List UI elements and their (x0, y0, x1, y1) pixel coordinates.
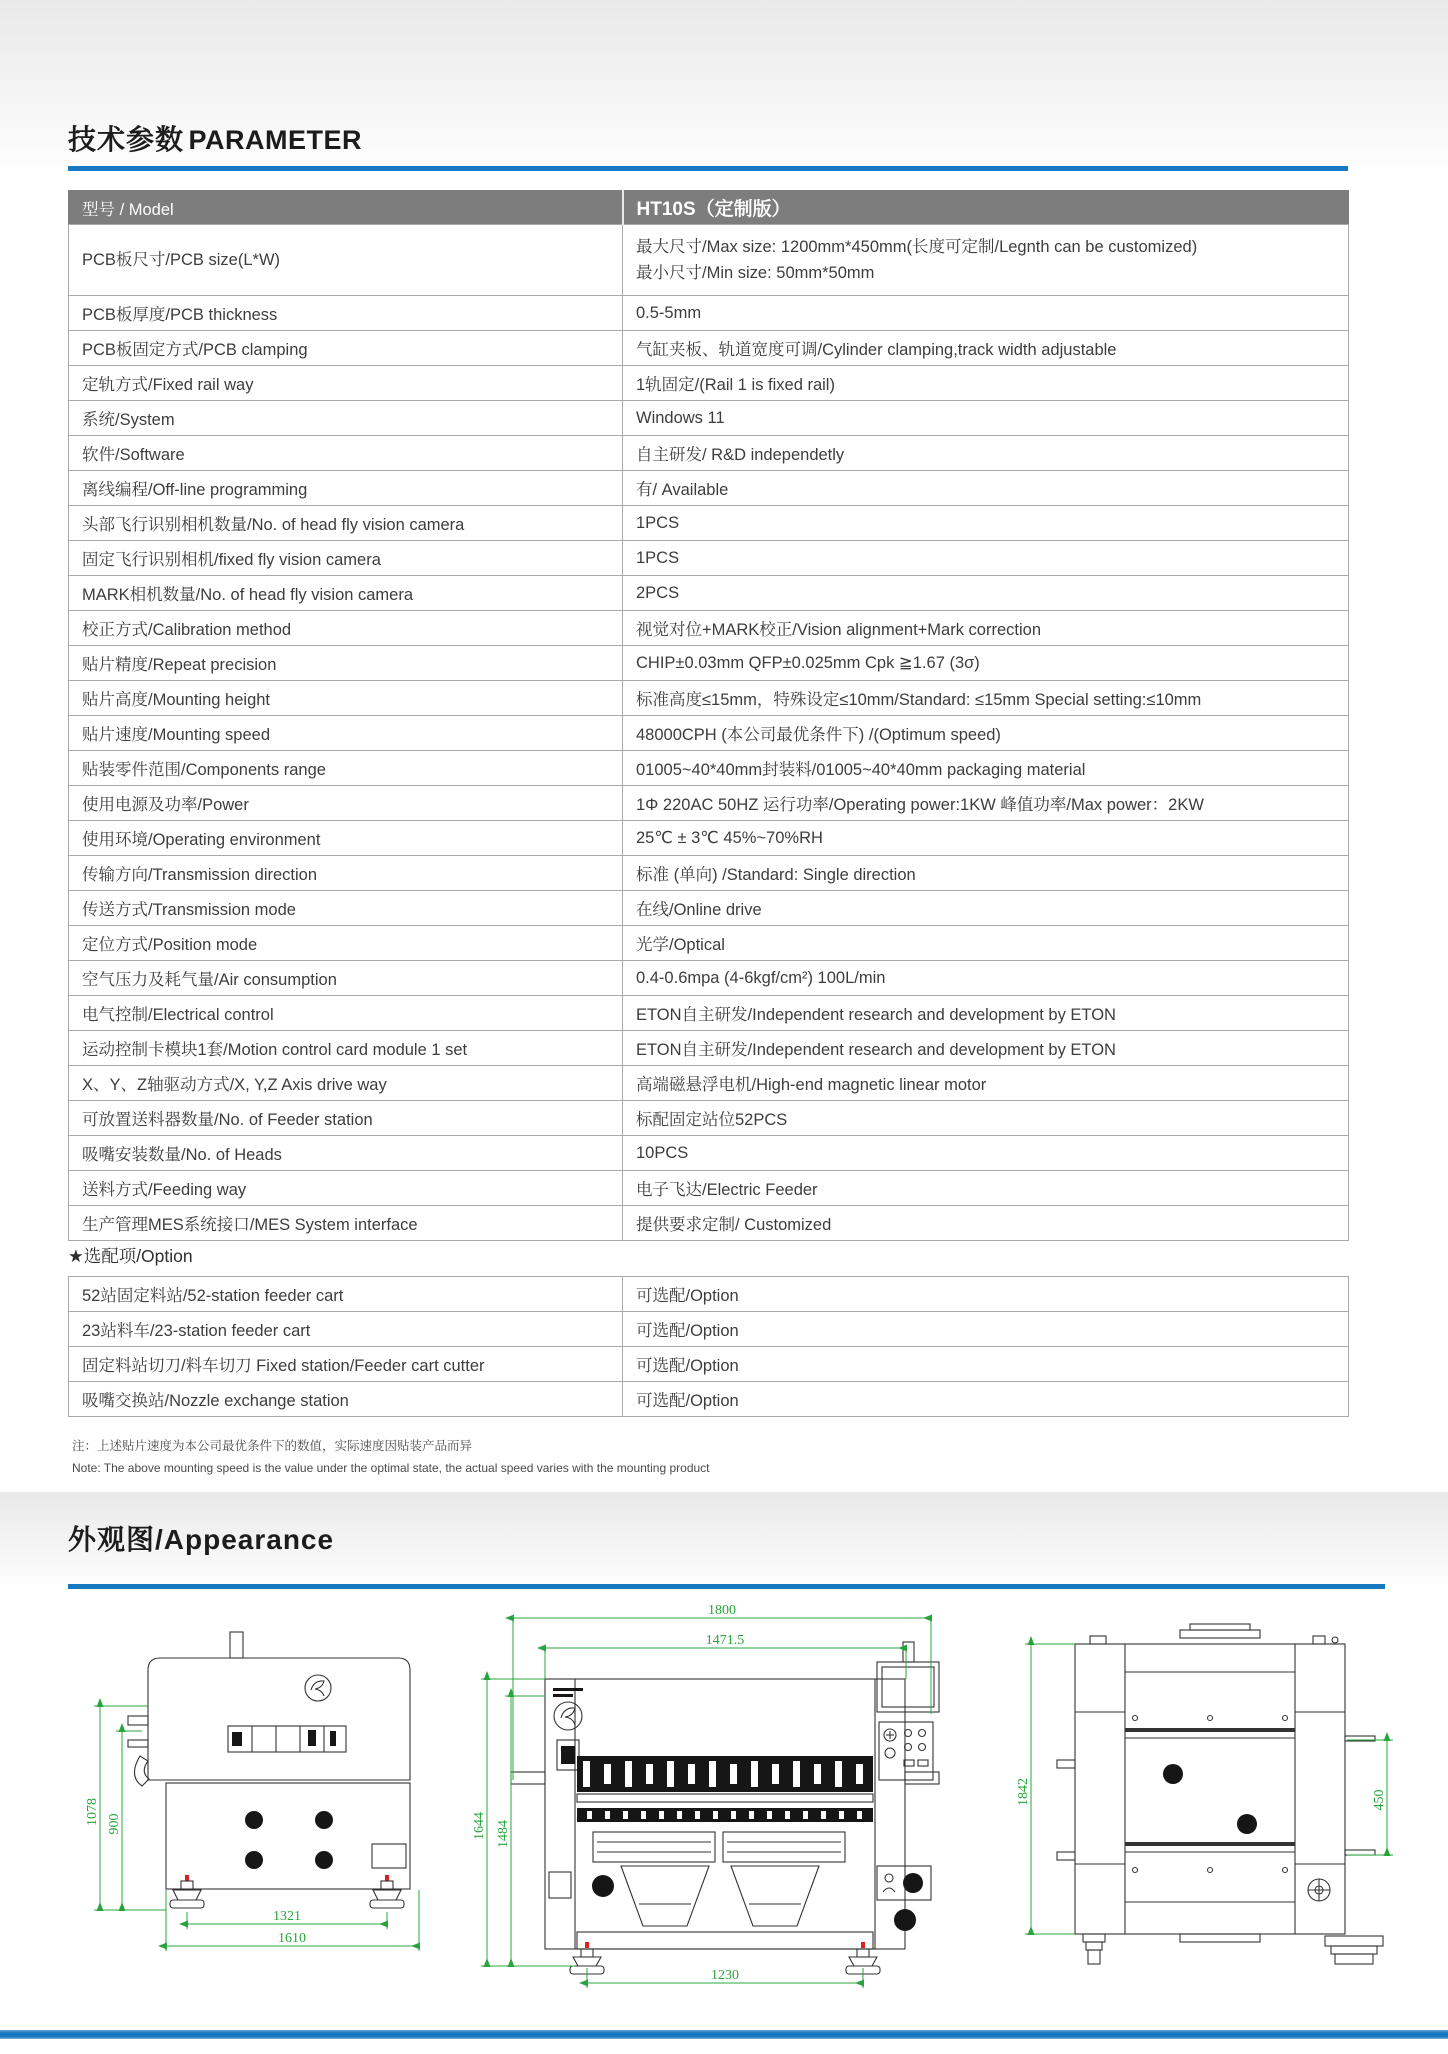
table-row (69, 576, 1349, 611)
spec-label-cell: PCB板尺寸/PCB size(L*W) (69, 225, 623, 296)
table-row (69, 1171, 1349, 1206)
spec-label-cell: 贴装零件范围/Components range (69, 751, 623, 786)
spec-value-cell: 1Φ 220AC 50HZ 运行功率/Operating power:1KW 峰值功率/Max power：2KW (623, 786, 1349, 821)
dimension-lines (1016, 1644, 1393, 1934)
table-row (69, 1347, 1349, 1382)
spec-label-cell: 送料方式/Feeding way (69, 1171, 623, 1206)
table-row (69, 401, 1349, 436)
spec-label-cell: 运动控制卡模块1套/Motion control card module 1 set (69, 1031, 623, 1066)
fan-vent (1308, 1879, 1330, 1901)
spec-label-cell: 空气压力及耗气量/Air consumption (69, 961, 623, 996)
footnotes (72, 1436, 710, 1475)
left-icon-panel (549, 1872, 571, 1898)
spec-value-cell: Windows 11 (623, 401, 1349, 436)
top-cable-tray (1180, 1630, 1260, 1638)
roller-window-right (723, 1832, 845, 1862)
spec-label-cell: 贴片速度/Mounting speed (69, 716, 623, 751)
monitor (877, 1662, 939, 1712)
spec-label-cell: 传输方向/Transmission direction (69, 856, 623, 891)
spec-value-cell: 有/ Available (623, 471, 1349, 506)
spec-label-cell: PCB板固定方式/PCB clamping (69, 331, 623, 366)
spec-value-cell: 0.4-0.6mpa (4-6kgf/cm²) 100L/min (623, 961, 1349, 996)
machine-foot (170, 1875, 204, 1908)
feeder-slot-rail (577, 1808, 873, 1822)
spec-value-cell: 电子飞达/Electric Feeder (623, 1171, 1349, 1206)
model-label-header: 型号 / Model (69, 191, 623, 225)
dim-feet-span: 1230 (711, 1968, 739, 1983)
spec-label-cell: 定位方式/Position mode (69, 926, 623, 961)
footnote-en: Note: The above mounting speed is the value under the optimal state, the actual speed varies with the mounting product (72, 1461, 710, 1475)
spec-value-cell: 1PCS (623, 541, 1349, 576)
spec-label-cell: PCB板厚度/PCB thickness (69, 296, 623, 331)
spec-value-cell: 可选配/Option (623, 1312, 1349, 1347)
spec-label-cell: 头部飞行识别相机数量/No. of head fly vision camera (69, 506, 623, 541)
spec-label-cell: 使用环境/Operating environment (69, 821, 623, 856)
table-row (69, 681, 1349, 716)
spec-label-cell: MARK相机数量/No. of head fly vision camera (69, 576, 623, 611)
dim-feet-span: 1321 (273, 1909, 301, 1924)
machine-top-view-drawing (995, 1612, 1415, 1997)
machine-foot (370, 1875, 404, 1908)
conveyor-window (228, 1726, 346, 1752)
dim-width-total: 1800 (708, 1604, 736, 1618)
spec-value-cell: 光学/Optical (623, 926, 1349, 961)
spec-label-cell: X、Y、Z轴驱动方式/X, Y,Z Axis drive way (69, 1066, 623, 1101)
spec-value-cell: 高端磁悬浮电机/High-end magnetic linear motor (623, 1066, 1349, 1101)
dim-height-total: 1644 (472, 1812, 487, 1840)
power-button (903, 1873, 923, 1893)
table-row (69, 611, 1349, 646)
table-row (69, 751, 1349, 786)
spec-value-cell: 气缸夹板、轨道宽度可调/Cylinder clamping,track width adjustable (623, 331, 1349, 366)
base-knob (315, 1851, 333, 1869)
spec-label-cell: 吸嘴安装数量/No. of Heads (69, 1136, 623, 1171)
spec-value-cell: 提供要求定制/ Customized (623, 1206, 1349, 1241)
spec-value-cell: 25℃ ± 3℃ 45%~70%RH (623, 821, 1349, 856)
footnote-zh: 注：上述贴片速度为本公司最优条件下的数值，实际速度因贴装产品而异 (72, 1439, 473, 1453)
spec-value-cell: 1PCS (623, 506, 1349, 541)
machine-upper-body (148, 1658, 410, 1780)
table-row (69, 961, 1349, 996)
spec-label-cell: 软件/Software (69, 436, 623, 471)
spec-value-cell: 视觉对位+MARK校正/Vision alignment+Mark correction (623, 611, 1349, 646)
spec-value-cell: 10PCS (623, 1136, 1349, 1171)
dim-height-base: 900 (107, 1813, 122, 1835)
spec-value-line: 最大尺寸/Max size: 1200mm*450mm(长度可定制/Legnth can be customized) (636, 238, 1198, 256)
table-row (69, 471, 1349, 506)
table-row (69, 821, 1349, 856)
spec-value-cell: 2PCS (623, 576, 1349, 611)
spec-value-cell: 可选配/Option (623, 1277, 1349, 1312)
table-header-row (69, 191, 1349, 225)
spec-value-cell: 标准 (单向) /Standard: Single direction (623, 856, 1349, 891)
feeder-bank (577, 1756, 873, 1792)
spec-value-cell (623, 225, 1349, 296)
dim-depth-total: 1842 (1016, 1778, 1031, 1806)
table-row (69, 1136, 1349, 1171)
spec-label-cell: 生产管理MES系统接口/MES System interface (69, 1206, 623, 1241)
table-row (69, 436, 1349, 471)
left-tab (1057, 1760, 1075, 1768)
spec-value-cell: 可选配/Option (623, 1347, 1349, 1382)
spec-value-line: 最小尺寸/Min size: 50mm*50mm (636, 264, 875, 282)
spec-label-cell: 可放置送料器数量/No. of Feeder station (69, 1101, 623, 1136)
option-table-body (69, 1277, 1349, 1417)
table-row (69, 331, 1349, 366)
table-row (69, 1312, 1349, 1347)
dim-height-total: 1078 (85, 1798, 100, 1826)
table-row (69, 891, 1349, 926)
spec-label-cell: 离线编程/Off-line programming (69, 471, 623, 506)
spec-label-cell: 系统/System (69, 401, 623, 436)
page-title-zh: 技术参数 (68, 124, 185, 155)
table-row (69, 1277, 1349, 1312)
base-knob (245, 1851, 263, 1869)
parameter-table-body (69, 225, 1349, 1241)
table-row (69, 996, 1349, 1031)
spec-value-cell: ETON自主研发/Independent research and development by ETON (623, 1031, 1349, 1066)
table-row (69, 856, 1349, 891)
table-row (69, 296, 1349, 331)
hopper-right (731, 1866, 819, 1926)
spec-label-cell: 吸嘴交换站/Nozzle exchange station (69, 1382, 623, 1417)
spec-label-cell: 固定飞行识别相机/fixed fly vision camera (69, 541, 623, 576)
spec-label-cell: 贴片高度/Mounting height (69, 681, 623, 716)
left-tab (1057, 1852, 1075, 1860)
spec-value-cell: 自主研发/ R&D independetly (623, 436, 1349, 471)
spec-value-cell: 标准高度≤15mm，特殊设定≤10mm/Standard: ≤15mm Special setting:≤10mm (623, 681, 1349, 716)
control-panel (879, 1722, 933, 1780)
table-row (69, 366, 1349, 401)
table-row (69, 646, 1349, 681)
roller-window-left (593, 1832, 715, 1862)
gantry-motor (1237, 1814, 1257, 1834)
page-title (68, 118, 362, 158)
conveyor-rail-ext (1345, 1850, 1375, 1855)
footer-accent-bar (0, 2030, 1448, 2039)
spec-value-cell: 可选配/Option (623, 1382, 1349, 1417)
dimension-lines (472, 1604, 931, 1988)
spec-value-cell: 0.5-5mm (623, 296, 1349, 331)
gantry-motor (1163, 1764, 1183, 1784)
table-row (69, 786, 1349, 821)
spec-value-cell: CHIP±0.03mm QFP±0.025mm Cpk ≧1.67 (3σ) (623, 646, 1349, 681)
spec-value-cell: 48000CPH (本公司最优条件下) /(Optimum speed) (623, 716, 1349, 751)
spec-value-cell: 标配固定站位52PCS (623, 1101, 1349, 1136)
exhaust-stack (230, 1632, 243, 1658)
side-hook-bracket (134, 1756, 149, 1786)
emergency-button (894, 1909, 916, 1931)
table-row (69, 1066, 1349, 1101)
parameter-table (68, 190, 1349, 1241)
machine-top-body (1075, 1644, 1345, 1934)
signal-tower (903, 1642, 914, 1662)
spec-label-cell: 校正方式/Calibration method (69, 611, 623, 646)
machine-side-view-drawing (78, 1628, 428, 1958)
model-value-header: HT10S（定制版） (623, 191, 1349, 225)
hopper-left (621, 1866, 709, 1926)
option-heading: ★选配项/Option (68, 1246, 193, 1266)
table-row (69, 1101, 1349, 1136)
machine-front-view-drawing (425, 1604, 970, 1996)
spec-value-cell: ETON自主研发/Independent research and development by ETON (623, 996, 1349, 1031)
spec-label-cell: 使用电源及功率/Power (69, 786, 623, 821)
spec-label-cell: 52站固定料站/52-station feeder cart (69, 1277, 623, 1312)
spec-label-cell: 电气控制/Electrical control (69, 996, 623, 1031)
dim-width-body: 1471.5 (705, 1633, 745, 1648)
machine-base (166, 1783, 410, 1889)
dim-height-body: 1484 (496, 1820, 511, 1848)
option-table (68, 1276, 1349, 1417)
conveyor-right-stub (905, 1772, 939, 1784)
spec-label-cell: 定轨方式/Fixed rail way (69, 366, 623, 401)
monitor-screen (882, 1667, 934, 1707)
table-row (69, 225, 1349, 296)
dim-width-total: 1610 (278, 1931, 306, 1946)
conveyor-left-stub (511, 1772, 545, 1784)
dim-conveyor-width: 450 (1372, 1789, 1387, 1811)
table-row (69, 1206, 1349, 1241)
table-row (69, 541, 1349, 576)
appearance-title (68, 1518, 334, 1558)
base-knob (315, 1811, 333, 1829)
appearance-title-text: 外观图/Appearance (68, 1524, 335, 1555)
spec-value-cell: 在线/Online drive (623, 891, 1349, 926)
side-bracket-1 (128, 1716, 148, 1725)
spec-label-cell: 传送方式/Transmission mode (69, 891, 623, 926)
base-strip (577, 1932, 873, 1949)
spec-label-cell: 23站料车/23-station feeder cart (69, 1312, 623, 1347)
parameter-divider-line (68, 166, 1348, 171)
brand-logo-swirl (311, 1681, 324, 1696)
appearance-divider-line (68, 1584, 1385, 1589)
page-title-en: PARAMETER (188, 125, 362, 155)
table-row (69, 716, 1349, 751)
spec-value-cell: 1轨固定/(Rail 1 is fixed rail) (623, 366, 1349, 401)
base-knob (245, 1811, 263, 1829)
table-row (69, 1031, 1349, 1066)
spec-label-cell: 固定料站切刀/料车切刀 Fixed station/Feeder cart cutter (69, 1347, 623, 1382)
side-bracket-2 (128, 1740, 148, 1747)
table-row (69, 506, 1349, 541)
table-row (69, 926, 1349, 961)
spec-label-cell: 贴片精度/Repeat precision (69, 646, 623, 681)
spec-value-cell: 01005~40*40mm封装料/01005~40*40mm packaging material (623, 751, 1349, 786)
emergency-button (592, 1875, 614, 1897)
table-row (69, 1382, 1349, 1417)
base-access-panel (372, 1844, 406, 1868)
